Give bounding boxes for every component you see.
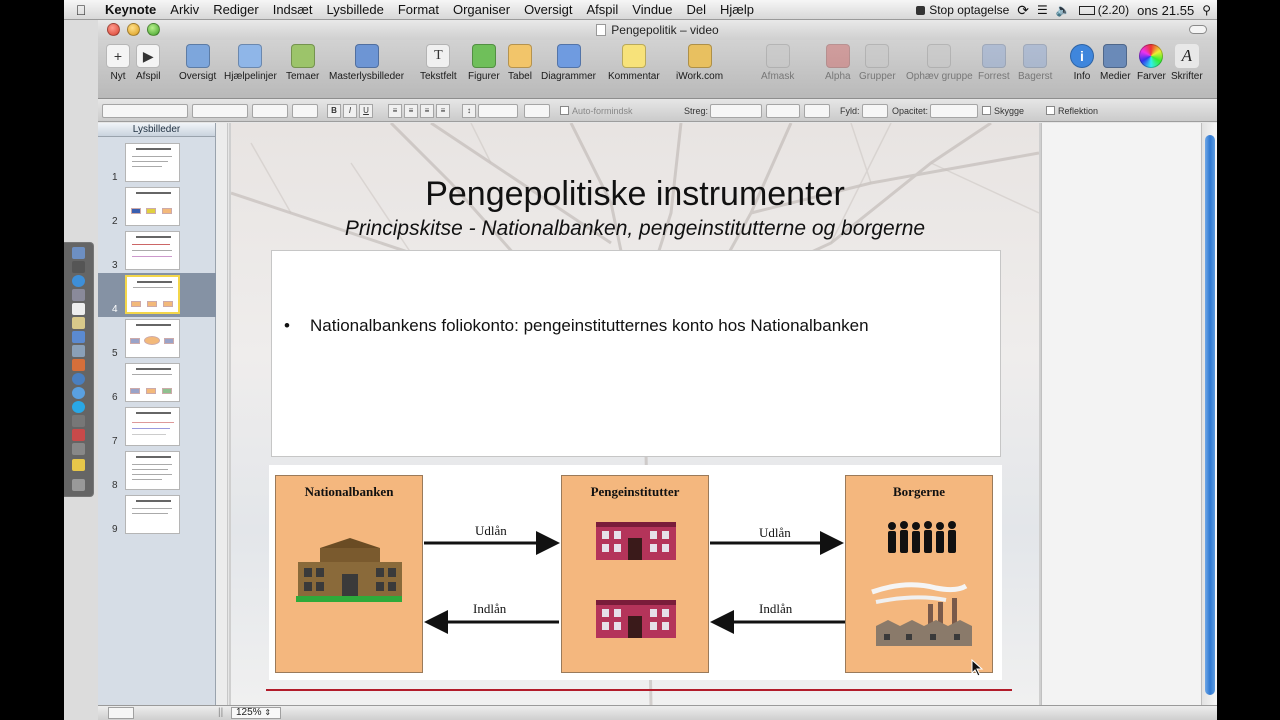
dock xyxy=(64,242,94,497)
menu-hjaelp[interactable]: Hjælp xyxy=(720,2,754,17)
arrow-label-indlaan-left: Indlån xyxy=(473,601,507,616)
dock-app4-icon[interactable] xyxy=(72,415,85,427)
menu-organiser[interactable]: Organiser xyxy=(452,2,511,17)
slide-thumbnail-image xyxy=(125,319,180,358)
stroke-label: Streg: xyxy=(684,106,709,116)
sync-icon[interactable]: ⟳ xyxy=(1017,1,1030,18)
vertical-scrollbar[interactable] xyxy=(1201,123,1217,705)
slide-body-textbox[interactable] xyxy=(271,250,1001,457)
toolbar-themes-button[interactable]: Temaer xyxy=(286,44,319,82)
slide-thumbnail-image xyxy=(125,143,180,182)
autoshrink-check-icon xyxy=(560,106,569,115)
slide-number: 6 xyxy=(112,392,118,403)
menu-rediger[interactable]: Rediger xyxy=(213,2,259,17)
slide-thumbnail-image xyxy=(125,275,180,314)
dock-finder-icon[interactable] xyxy=(72,247,85,259)
toolbar-info-button[interactable]: i Info xyxy=(1070,44,1094,82)
slide-thumbnail-image xyxy=(125,407,180,446)
toolbar-alpha-button[interactable]: Alpha xyxy=(825,44,851,82)
toolbar-fonts-button[interactable]: A Skrifter xyxy=(1171,46,1203,82)
slide-number: 2 xyxy=(112,216,118,227)
view-options-button[interactable] xyxy=(108,707,134,719)
back-icon xyxy=(1023,44,1047,68)
columns-select[interactable] xyxy=(524,104,550,118)
new-document-icon: + xyxy=(106,44,130,68)
slide-number: 7 xyxy=(112,436,118,447)
line-spacing-button[interactable]: ↕ xyxy=(462,104,476,118)
clock[interactable]: ons 21.55 xyxy=(1137,2,1195,18)
dock-dashboard-icon[interactable] xyxy=(72,261,85,273)
dock-itunes-icon[interactable] xyxy=(72,331,85,343)
front-icon xyxy=(982,44,1006,68)
toolbar xyxy=(98,40,1217,99)
battery-item[interactable]: (2.20) xyxy=(1079,3,1129,17)
dock-app6-icon[interactable] xyxy=(72,443,85,455)
slide-thumbnail-image xyxy=(125,231,180,270)
toolbar-textbox-button[interactable]: T Tekstfelt xyxy=(420,44,457,82)
slide-thumbnail-3[interactable] xyxy=(98,229,216,273)
fill-color-well[interactable] xyxy=(862,104,888,118)
apple-menu-icon[interactable] xyxy=(64,2,98,18)
bullet-icon: • xyxy=(284,316,290,335)
font-size-field[interactable] xyxy=(292,104,318,118)
battery-icon xyxy=(1079,6,1095,15)
scrollbar-thumb[interactable] xyxy=(1205,135,1215,695)
toolbar-new-button[interactable]: + Nyt xyxy=(106,44,130,82)
themes-icon xyxy=(291,44,315,68)
box-nationalbanken xyxy=(275,475,423,673)
navigator-splitter[interactable] xyxy=(216,123,228,705)
toolbar-table-button[interactable]: Tabel xyxy=(508,44,532,82)
slide-canvas xyxy=(229,123,1041,705)
charts-icon xyxy=(557,44,581,68)
slide[interactable] xyxy=(231,123,1039,705)
slide-number: 9 xyxy=(112,524,118,535)
slide-thumbnail-4[interactable] xyxy=(98,273,216,317)
zoom-value: 125% xyxy=(236,707,262,718)
dock-app-icon[interactable] xyxy=(72,359,85,371)
toolbar-view-button[interactable]: Oversigt xyxy=(179,44,216,82)
mouse-cursor-icon xyxy=(971,659,985,677)
fill-label: Fyld: xyxy=(840,106,860,116)
reflection-check-icon xyxy=(1046,106,1055,115)
toolbar-toggle-button[interactable] xyxy=(1189,25,1207,34)
menu-oversigt[interactable]: Oversigt xyxy=(524,2,573,17)
toolbar-comment-button[interactable]: Kommentar xyxy=(608,44,660,82)
font-family-select[interactable] xyxy=(192,104,248,118)
align-left-button[interactable]: ≡ xyxy=(388,104,402,118)
record-icon xyxy=(916,6,925,15)
dock-safari-icon[interactable] xyxy=(72,275,85,287)
navigator-header: Lysbilleder xyxy=(98,123,215,137)
slide-subtitle[interactable]: Principskitse - Nationalbanken, pengeinstitutterne og borgerne xyxy=(344,217,926,240)
info-icon: i xyxy=(1070,44,1094,68)
arrow-label-udlaan-right: Udlån xyxy=(759,525,791,540)
slide-thumbnail-image xyxy=(125,187,180,226)
slide-thumbnail-5[interactable] xyxy=(98,317,216,361)
stroke-select[interactable] xyxy=(710,104,762,118)
toolbar-front-button[interactable]: Forrest xyxy=(978,44,1010,82)
canvas-margin xyxy=(1041,123,1201,705)
volume-icon[interactable]: 🔈 xyxy=(1055,3,1071,17)
slide-number: 4 xyxy=(112,304,118,315)
guides-icon xyxy=(238,44,262,68)
dock-notes-icon[interactable] xyxy=(72,317,85,329)
opacity-field[interactable] xyxy=(930,104,978,118)
window-close-button[interactable] xyxy=(107,23,120,36)
slide-title[interactable]: Pengepolitiske instrumenter xyxy=(425,175,845,213)
window-zoom-button[interactable] xyxy=(147,23,160,36)
comment-icon xyxy=(622,44,646,68)
ungroup-icon xyxy=(927,44,951,68)
slide-thumbnail-7[interactable] xyxy=(98,405,216,449)
menu-extras xyxy=(916,0,1211,20)
box-label: Pengeinstitutter xyxy=(590,484,680,499)
box-label: Borgerne xyxy=(893,484,945,499)
alpha-icon xyxy=(826,44,850,68)
keynote-window xyxy=(98,20,1217,720)
play-icon: ▶ xyxy=(136,44,160,68)
window-title: Pengepolitik – video xyxy=(611,23,719,37)
menu-afspil[interactable]: Afspil xyxy=(586,2,619,17)
toolbar-iwork-button[interactable]: iWork.com xyxy=(676,44,723,82)
toolbar-colors-button[interactable]: Farver xyxy=(1137,44,1166,82)
zoom-select[interactable] xyxy=(231,707,281,719)
toolbar-charts-button[interactable]: Diagrammer xyxy=(541,44,596,82)
people-and-factory-icon xyxy=(846,476,994,674)
slide-thumbnail-image xyxy=(125,495,180,534)
colors-icon xyxy=(1139,44,1163,68)
toolbar-media-button[interactable]: Medier xyxy=(1100,44,1131,82)
menu-arkiv[interactable]: Arkiv xyxy=(170,2,200,17)
box-borgerne xyxy=(845,475,993,673)
toolbar-guides-button[interactable]: Hjælpelinjer xyxy=(224,44,277,82)
view-icon xyxy=(186,44,210,68)
toolbar-mask-button[interactable]: Afmask xyxy=(761,44,794,82)
align-right-button[interactable]: ≡ xyxy=(420,104,434,118)
menu-vindue[interactable]: Vindue xyxy=(632,2,673,17)
slide-thumbnail-image xyxy=(125,451,180,490)
menu-del[interactable]: Del xyxy=(686,2,707,17)
underline-button[interactable]: U xyxy=(359,104,373,118)
arrow-label-udlaan-left: Udlån xyxy=(475,523,507,538)
footer-divider-line xyxy=(266,689,1012,691)
document-icon xyxy=(596,24,606,36)
dock-app5-icon[interactable] xyxy=(72,429,85,441)
toolbar-shapes-button[interactable]: Figurer xyxy=(468,44,500,82)
menu-indsaet[interactable]: Indsæt xyxy=(272,2,313,17)
stop-recording-item[interactable]: Stop optagelse xyxy=(916,3,1009,17)
group-icon xyxy=(865,44,889,68)
textbox-icon: T xyxy=(426,44,450,68)
shadow-check-icon xyxy=(982,106,991,115)
masters-icon xyxy=(355,44,379,68)
reflection-checkbox[interactable]: Reflektion xyxy=(1046,106,1098,116)
toolbar-ungroup-button[interactable]: Ophæv gruppe xyxy=(906,44,973,82)
dock-photo-icon[interactable] xyxy=(72,289,85,301)
slide-number: 5 xyxy=(112,348,118,359)
chevron-updown-icon: ⇕ xyxy=(264,708,272,717)
slide-thumbnail-6[interactable] xyxy=(98,361,216,405)
bullet-item xyxy=(284,315,964,336)
align-justify-button[interactable]: ≡ xyxy=(436,104,450,118)
mask-icon xyxy=(766,44,790,68)
slide-number: 1 xyxy=(112,172,118,183)
italic-button[interactable]: I xyxy=(343,104,357,118)
slide-thumbnail-image xyxy=(125,363,180,402)
menu-app-name[interactable]: Keynote xyxy=(105,2,157,17)
dock-app3-icon[interactable] xyxy=(72,387,85,399)
media-icon xyxy=(1103,44,1127,68)
stroke-color-well[interactable] xyxy=(804,104,830,118)
font-style-select[interactable] xyxy=(252,104,288,118)
bold-button[interactable]: B xyxy=(327,104,341,118)
iwork-icon xyxy=(688,44,712,68)
status-bar xyxy=(98,705,1217,720)
menu-format[interactable]: Format xyxy=(397,2,439,17)
dock-app2-icon[interactable] xyxy=(72,373,85,385)
toolbar-play-button[interactable]: ▶ Afspil xyxy=(136,44,160,82)
screen xyxy=(64,0,1217,720)
stroke-width-field[interactable] xyxy=(766,104,800,118)
table-icon xyxy=(508,44,532,68)
dock-keynote-icon[interactable] xyxy=(72,459,85,471)
line-spacing-select[interactable] xyxy=(478,104,518,118)
splitter-grip-icon[interactable]: || xyxy=(218,707,224,718)
box-pengeinstitutter xyxy=(561,475,709,673)
toolbar-masters-button[interactable]: Masterlysbilleder xyxy=(329,44,404,82)
central-bank-building-icon xyxy=(276,476,424,674)
slide-thumbnail-2[interactable] xyxy=(98,185,216,229)
slide-number: 8 xyxy=(112,480,118,491)
slide-navigator xyxy=(98,123,216,705)
arrow-label-indlaan-right: Indlån xyxy=(759,601,793,616)
bullet-text: Nationalbankens foliokonto: pengeinstitutternes konto hos Nationalbanken xyxy=(310,316,869,335)
toolbar-back-button[interactable]: Bagerst xyxy=(1018,44,1052,82)
slide-thumbnail-8[interactable] xyxy=(98,449,216,493)
dock-calendar-icon[interactable] xyxy=(72,303,85,315)
menu-bar xyxy=(64,0,1217,20)
bank-buildings-icon xyxy=(562,476,710,674)
slide-thumbnail-9[interactable] xyxy=(98,493,216,537)
format-bar xyxy=(98,100,1217,122)
opacity-label: Opacitet: xyxy=(892,106,929,116)
box-label: Nationalbanken xyxy=(304,484,394,499)
window-minimize-button[interactable] xyxy=(127,23,140,36)
style-select[interactable] xyxy=(102,104,188,118)
slide-number: 3 xyxy=(112,260,118,271)
shadow-checkbox[interactable]: Skygge xyxy=(982,106,1024,116)
title-bar xyxy=(98,20,1217,40)
fonts-icon: A xyxy=(1175,44,1199,68)
money-flow-diagram[interactable] xyxy=(269,465,1002,680)
menu-lysbillede[interactable]: Lysbillede xyxy=(326,2,384,17)
dock-skype-icon[interactable] xyxy=(72,401,85,413)
spotlight-icon[interactable]: ⚲ xyxy=(1202,3,1211,17)
wifi-icon[interactable]: ☰ xyxy=(1037,3,1048,17)
autoshrink-checkbox[interactable]: Auto-formindsk xyxy=(560,106,633,116)
dock-trash-icon[interactable] xyxy=(72,479,85,491)
slide-thumbnail-1[interactable] xyxy=(98,141,216,185)
dock-iphoto-icon[interactable] xyxy=(72,345,85,357)
shapes-icon xyxy=(472,44,496,68)
align-center-button[interactable]: ≡ xyxy=(404,104,418,118)
toolbar-group-button[interactable]: Grupper xyxy=(859,44,896,82)
